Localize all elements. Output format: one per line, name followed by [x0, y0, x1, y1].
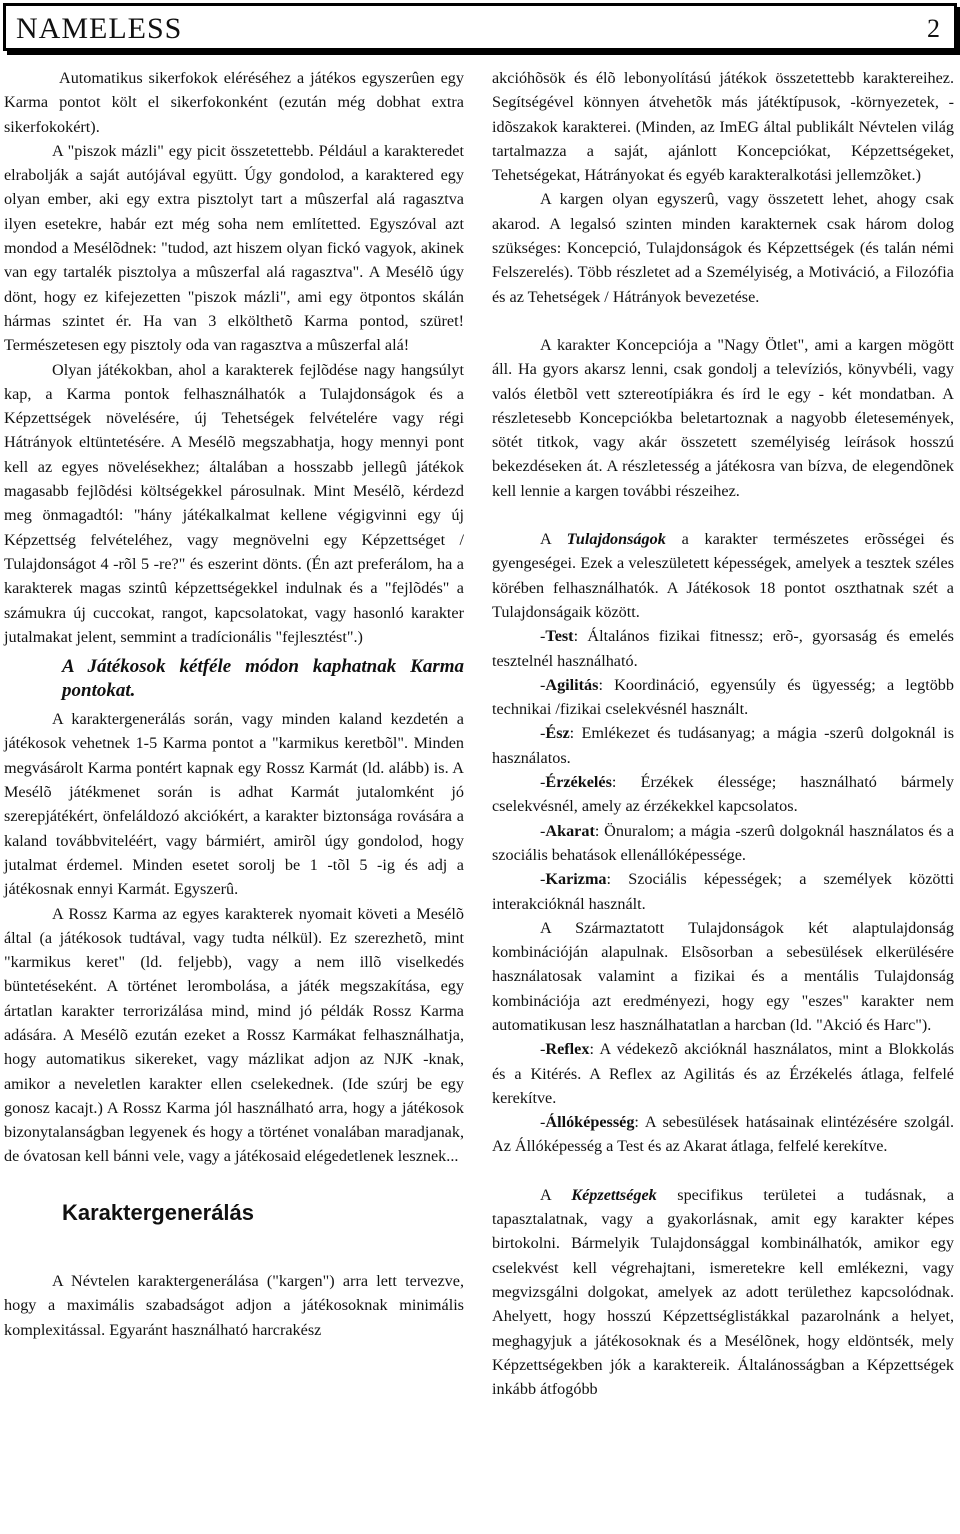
- list-item: -Agilitás: Koordináció, egyensúly és ügyesség; a legtöbb technikai /fizikai cselekvésnél használt.: [492, 675, 954, 719]
- paragraph: A Rossz Karma az egyes karakterek nyomait követi a Mesélõ által (a játékosok tudtával, vagy tudta nélkül). Ez szerezhetõ, mint "karmikus keret" (ld. feljebb), vagy a nem illõ viselkedés büntetéseként. A történet lerombolása, a játék megszakítása, egy ártatlan karakter terrorizálása mind, mind jó példák Rossz Karma adására. A Mesélõ ezután ezeket a Rossz Karmákat felhasználhatja, hogy automatikus sikereket, vagy mázlikat adjon az NJK -knak, amikor a neveletlen karakter ellen cselekednek. (Ide szúrj be egy gonosz kacajt.) A Rossz Karma jól használható arra, hogy a játékosok bizonytalanságban legyenek és hogy a történet vonalában maradjanak, de óvatosan kell bánni vele, vagy a játékosaid elégedetlenek lesznek...: [4, 904, 464, 1166]
- paragraph: A karakter Koncepciója a "Nagy Ötlet", ami a kargen mögött áll. Ha gyors akarsz lenni, csak gondolj a televíziós, könyvbéli, vagy valós életbõl vett sztereotípiákra és írd le egy - két mondatban. A részletesebb Koncepciókba beletartoznak a nagyobb életesemények, sötét titkok, vagy akár összetett személyiség leírások hosszú bekezdéseken át. A részletesség a játékosra van bízva, de elegendõnek kell lennie a kargen további részeihez.: [492, 335, 954, 500]
- paragraph: Automatikus sikerfokok eléréséhez a játékos egyszerûen egy Karma pontot költ el sikerfokonként (ezután még dobhat extra sikerfokokért).: [4, 69, 464, 136]
- paragraph: A "piszok mázli" egy picit összetettebb. Például a karakteredet elrabolják a saját autójával együtt. Úgy gondolod, a karaktered egy olyan ember, aki egy extra pisztolyt tart a mûszerfal alá ragasztva ilyen esetekre, habár ezt még soha nem említetted. Egyszóval azt mondod a Mesélõdnek: "tudod, azt hiszem olyan fickó vagyok, akinek van egy tartalék pisztolya a mûszerfal alá ragasztva". A Mesélõ úgy dönt, hogy ez kifejezetten "piszok mázli", ami egy ötpontos skálán hármas szintet ér. Ha van 3 elkölthetõ Karma pontod, szüret! Természetesen egy pisztoly oda van ragasztva a mûszerfal alá!: [4, 141, 464, 355]
- left-column: [4, 66, 464, 1342]
- paragraph: A karaktergenerálás során, vagy minden kaland kezdetén a játékosok vehetnek 1-5 Karma pontot a "karmikus keretbõl". Minden megvásárolt Karma pontért kapnak egy Rossz Karmát (ld. alább) is. A Mesélõ játékmenet során is adhat Karmát jutalomként jó szerepjátékért, önfeláldozó akciókért, a karakter biztonsága rovására a kaland továbbviteléért, vagy bármiért, amirõl úgy gondolod, hogy jutalmat érdemel. Minden esetet sorolj be 1 -tõl 5 -ig és adj a játékosnak ennyi Karmát. Egyszerû.: [4, 710, 464, 899]
- list-item: -Állóképesség: A sebesülések hatásainak elintézésére szolgál. Az Állóképesség a Test és az Akarat átlaga, felfelé kerekítve.: [492, 1113, 954, 1156]
- subheading: A Játékosok kétféle módon kaphatnak Karma pontokat.: [62, 656, 464, 702]
- paragraph: A Származtatott Tulajdonságok két alaptulajdonság kombinációján alapulnak. Elsõsorban a sebesülések elkerülésére használatosak valamint a fizikai és a mentális Tulajdonság kombinációja azt eredményezi, hogy egy "eszes" karakter nem automatikusan lesz használhatatlan a harcban (ld. "Akció és Harc").: [492, 918, 954, 1034]
- paragraph: A Névtelen karaktergenerálása ("kargen") arra lett tervezve, hogy a maximális szabadságot adjon a játékosoknak minimális komplexitással. Egyaránt használható harcrakész: [4, 1272, 464, 1339]
- book-title: NAMELESS: [16, 12, 183, 45]
- right-column: [492, 66, 954, 1401]
- list-item: -Akarat: Önuralom; a mágia -szerû dolgoknál használatos és a szociális behatások ellenállóképessége.: [492, 821, 954, 864]
- list-item: -Test: Általános fizikai fitnessz; erõ-, gyorsaság és emelés tesztelnél használható.: [492, 627, 954, 670]
- list-item: -Reflex: A védekezõ akcióknál használatos, mint a Blokkolás és a Kitérés. A Reflex az Agilitás és az Érzékelés átlaga, felfelé kerekítve.: [492, 1040, 954, 1107]
- term-attributes: Tulajdonságok: [566, 530, 666, 549]
- list-item: -Ész: Emlékezet és tudásanyag; a mágia -szerû dolgoknál is használatos.: [492, 724, 954, 767]
- paragraph: A Képzettségek specifikus területei a tudásnak, a tapasztalatnak, vagy a gyakorlásnak, amit egy karakter képes birtokolni. Bármelyik Tulajdonsággal kombinálhatók, amikor egy cselekvést kell végrehajtani, ismeretekre kell emlékezni, vagy megvizsgálni dolgokat, amelyek az adott területhez kapcsolódnak. Ahelyett, hogy hosszú Képzettséglistákkal pazarolnánk a helyet, meghagyjuk a játékosoknak és a Mesélõnek, hogy eldöntsék, mely Képzettségekben jók a karaktereik. Általánosságban a Képzettségek inkább átfogóbb: [492, 1185, 955, 1399]
- paragraph: akcióhõsök és élõ lebonyolítású játékok összetettebb karaktereihez. Segítségével könnyen átvehetõk más játéktípusok, -környezetek, -idõszakok karakterei. (Minden, az ImEG által publikált Névtelen világ tartalmazza a saját, ajánlott Koncepciókat, Képzettségeket, Tehetségekat, Hátrányokat és egyéb karakteralkotási jellemzõket.): [492, 69, 954, 185]
- paragraph: A kargen olyan egyszerû, vagy összetett lehet, ahogy csak akarod. A legalsó szinten minden karakternek csak három dolog szükséges: Koncepció, Tulajdonságok és Képzettségek (és talán némi Felszerelés). Több részletet ad a Személyiség, a Motiváció, a Filozófia és az Tehetségek / Hátrányok bevezetése.: [492, 190, 954, 306]
- paragraph: Olyan játékokban, ahol a karakterek fejlõdése nagy hangsúlyt kap, a Karma pontok felhasználhatók a Tulajdonságok és a Képzettségek növelésére, új Tehetségek felvételére vagy régi Hátrányok eltüntetésére. A Mesélõ megszabhatja, hogy mennyi pont kell az egyes növelésekhez; általában a hosszabb jellegû játékok magasabb fejlõdési költségekkel párosulnak. Mint Mesélõ, kérdezd meg önmagadtól: "hány játékalkalmat kellene végigvinni egy új Képzettség felvételéhez, vagy megnövelni egy Képzettséget / Tulajdonságot 4 -rõl 5 -re?" és eszerint dönts. (Én azt preferálom, ha a karakterek magas szintû képzettségekkel indulnak és a "fejlõdés" a számukra új cuccokat, rangot, kapcsolatokat, vagy hasonló karakter jutalmakat jelent, semmint a tradícionális "fejlesztést".): [4, 360, 464, 646]
- page-header: [3, 3, 957, 51]
- page-number: 2: [927, 14, 940, 43]
- term-skills: Képzettségek: [571, 1185, 657, 1204]
- paragraph: A Tulajdonságok a karakter természetes erõsségei és gyengeségei. Ezek a veleszületett képességek, amelyek a tesztek széles körében felhasználhatók. A Játékosok 18 pontot oszthatnak szét a Tulajdonságaik között.: [492, 530, 955, 621]
- list-item: -Karizma: Szociális képességek; a személyek közötti interakcióknál használt.: [492, 870, 954, 913]
- list-item: -Érzékelés: Érzékek élessége; használható bármely cselekvésnél, amely az érzékekkel kapcsolatos.: [492, 773, 954, 816]
- section-heading: Karaktergenerálás: [62, 1199, 255, 1225]
